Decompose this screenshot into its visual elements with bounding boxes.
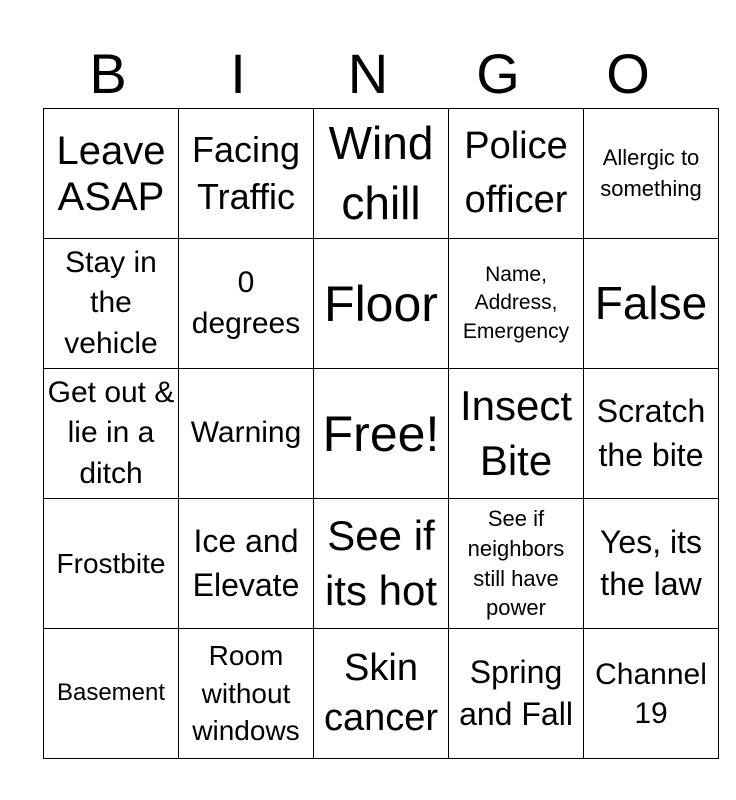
bingo-cell-o2[interactable] [584, 239, 719, 369]
bingo-cell-label: Scratch the bite [596, 393, 706, 473]
bingo-cell-label: Stay in the vehicle [64, 245, 158, 360]
board-row [44, 499, 719, 629]
bingo-cell-label: Floor [324, 275, 438, 332]
board-row [44, 239, 719, 369]
bingo-cell-b3[interactable] [44, 369, 179, 499]
bingo-cell-label: Warning [190, 416, 302, 450]
bingo-cell-g1[interactable] [449, 109, 584, 239]
bingo-cell-g5[interactable] [449, 629, 584, 759]
bingo-cell-o1[interactable] [584, 109, 719, 239]
bingo-cell-n2[interactable] [314, 239, 449, 369]
bingo-cell-label: See if its hot [324, 511, 438, 614]
header-letter-n: N [347, 42, 389, 105]
bingo-cell-label: Room without windows [192, 639, 300, 747]
bingo-cell-label: Ice and Elevate [192, 523, 300, 603]
bingo-cell-label: False [594, 276, 708, 329]
bingo-cell-g4[interactable] [449, 499, 584, 629]
bingo-cell-label: Facing Traffic [191, 128, 301, 217]
board-row [44, 629, 719, 759]
bingo-cell-label: Allergic to something [600, 144, 702, 201]
bingo-cell-i3[interactable] [179, 369, 314, 499]
bingo-cell-n4[interactable] [314, 499, 449, 629]
bingo-cell-o3[interactable] [584, 369, 719, 499]
bingo-cell-n3[interactable] [314, 369, 449, 499]
bingo-cell-label: Spring and Fall [459, 653, 573, 732]
header-letter-b: B [89, 42, 127, 105]
bingo-cell-label: Yes, its the law [600, 523, 702, 602]
header-letter-g: G [476, 42, 520, 105]
bingo-cell-label: Free! [322, 405, 440, 462]
bingo-cell-label: Skin cancer [323, 647, 439, 739]
bingo-cell-label: 0 degrees [191, 266, 301, 340]
bingo-cell-label: Leave ASAP [56, 128, 166, 219]
header-letter-i: I [230, 42, 246, 105]
bingo-header [43, 40, 693, 108]
bingo-cell-label: Channel 19 [595, 657, 707, 730]
bingo-cell-label: Name, Address, Emergency [462, 262, 570, 343]
bingo-cell-b1[interactable] [44, 109, 179, 239]
bingo-cell-n5[interactable] [314, 629, 449, 759]
bingo-cell-i2[interactable] [179, 239, 314, 369]
bingo-cell-b2[interactable] [44, 239, 179, 369]
bingo-cell-label: Wind chill [328, 116, 434, 229]
bingo-cell-g3[interactable] [449, 369, 584, 499]
bingo-cell-label: Frostbite [56, 547, 166, 579]
bingo-cell-o5[interactable] [584, 629, 719, 759]
bingo-cell-n1[interactable] [314, 109, 449, 239]
bingo-cell-i4[interactable] [179, 499, 314, 629]
bingo-cell-o4[interactable] [584, 499, 719, 629]
board-row [44, 109, 719, 239]
bingo-cell-g2[interactable] [449, 239, 584, 369]
header-letter-o: O [606, 42, 650, 105]
bingo-cell-label: See if neighbors still have power [467, 506, 565, 621]
bingo-cell-i5[interactable] [179, 629, 314, 759]
bingo-cell-label: Police officer [464, 125, 568, 221]
bingo-cell-b4[interactable] [44, 499, 179, 629]
bingo-board [43, 108, 719, 759]
bingo-cell-b5[interactable] [44, 629, 179, 759]
bingo-cell-label: Insect Bite [459, 381, 573, 484]
board-row [44, 369, 719, 499]
bingo-cell-label: Get out & lie in a ditch [47, 375, 175, 490]
bingo-cell-i1[interactable] [179, 109, 314, 239]
bingo-cell-label: Basement [56, 679, 166, 707]
